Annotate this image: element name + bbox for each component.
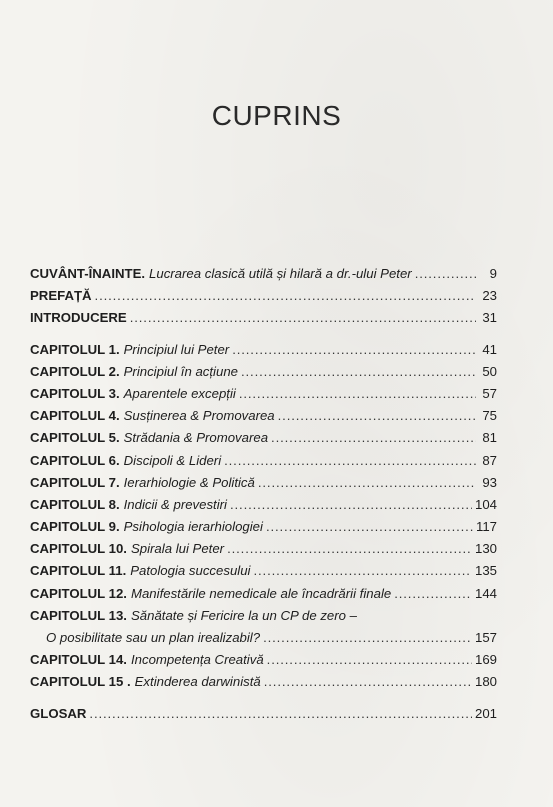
dot-leader <box>241 361 476 383</box>
dot-leader <box>227 538 472 560</box>
toc-entry <box>30 703 497 725</box>
entry-page-number: 23 <box>482 288 497 304</box>
entry-subtitle: Patologia succesului <box>130 563 251 579</box>
entry-label: CAPITOLUL 9. <box>30 519 120 535</box>
entry-subtitle: Spirala lui Peter <box>130 541 225 557</box>
entry-subtitle: Susținerea & Promovarea <box>123 408 275 424</box>
entry-subtitle: Discipoli & Lideri <box>123 452 222 468</box>
dot-leader <box>258 472 476 494</box>
toc-entry <box>30 605 497 627</box>
entry-page-number: 117 <box>475 519 497 535</box>
page-title: CUPRINS <box>211 100 342 131</box>
dot-leader <box>239 383 476 405</box>
dot-leader <box>232 339 476 361</box>
entry-label: INTRODUCERE <box>30 310 127 326</box>
toc-entry <box>30 427 497 449</box>
toc-entry <box>30 383 497 405</box>
dot-leader <box>130 307 476 329</box>
dot-leader <box>394 583 472 605</box>
entry-subtitle: Manifestările nemedicale ale încadrării finale <box>130 585 392 601</box>
entry-label: GLOSAR <box>30 705 87 721</box>
entry-page-number: 57 <box>482 385 497 401</box>
entry-page-number: 180 <box>474 674 497 690</box>
dot-leader <box>253 560 472 582</box>
entry-label: CAPITOLUL 2. <box>30 363 120 379</box>
toc-entry <box>30 450 497 472</box>
entry-page-number: 93 <box>482 474 497 490</box>
dot-leader <box>264 671 472 693</box>
dot-leader <box>278 405 476 427</box>
entry-subtitle: Lucrarea clasică utilă și hilară a dr.-ului Peter <box>149 266 412 281</box>
dot-leader <box>263 627 472 649</box>
toc-entry <box>30 361 497 383</box>
entry-page-number: 130 <box>474 541 497 557</box>
toc-entry <box>30 405 497 427</box>
entry-page-number: 81 <box>482 430 497 446</box>
entry-label: CAPITOLUL 11. <box>30 563 127 579</box>
toc-entry <box>30 583 497 605</box>
entry-label: CAPITOLUL 1. <box>30 341 120 357</box>
entry-subtitle: Aparentele excepții <box>123 385 236 401</box>
entry-page-number: 157 <box>474 630 497 645</box>
toc-entry <box>30 339 497 361</box>
dot-leader <box>230 494 472 516</box>
entry-page-number: 9 <box>489 266 497 281</box>
toc-entry <box>30 538 497 560</box>
entry-label: CAPITOLUL 3. <box>30 385 120 401</box>
entry-subtitle: Psihologia ierarhiologiei <box>123 519 263 535</box>
entry-subtitle: O posibilitate sau un plan irealizabil? <box>46 630 261 645</box>
entry-label: CAPITOLUL 6. <box>30 452 120 468</box>
entry-page-number: 201 <box>474 705 497 721</box>
entry-page-number: 104 <box>474 496 497 512</box>
entry-label: PREFAȚĂ <box>30 288 92 304</box>
entry-subtitle: Ierarhiologie & Politică <box>123 474 255 490</box>
entry-page-number: 31 <box>482 310 497 326</box>
entry-page-number: 75 <box>482 408 497 424</box>
toc-entry <box>30 671 497 693</box>
dot-leader <box>224 450 476 472</box>
entry-label: CAPITOLUL 5. <box>30 430 120 446</box>
entry-subtitle: Principiul în acțiune <box>123 363 238 379</box>
entry-subtitle: Indicii & prevestiri <box>123 496 227 512</box>
entry-page-number: 87 <box>482 452 497 468</box>
toc-entry <box>30 494 497 516</box>
entry-page-number: 135 <box>474 563 497 579</box>
entry-label: CAPITOLUL 14. <box>30 652 127 668</box>
dot-leader <box>89 703 472 725</box>
toc-entry <box>30 307 497 329</box>
table-of-contents <box>30 263 497 725</box>
dot-leader <box>271 427 476 449</box>
dot-leader <box>95 285 476 307</box>
entry-label: CAPITOLUL 8. <box>30 496 120 512</box>
entry-subtitle: Principiul lui Peter <box>123 341 230 357</box>
entry-label: CAPITOLUL 15 . <box>30 674 131 690</box>
entry-label: CAPITOLUL 12. <box>30 585 127 601</box>
toc-entry <box>30 285 497 307</box>
entry-page-number: 144 <box>474 585 497 601</box>
entry-page-number: 50 <box>482 363 497 379</box>
section-gap <box>30 694 497 703</box>
entry-label: CAPITOLUL 10. <box>30 541 127 557</box>
entry-subtitle: Strădania & Promovarea <box>123 430 269 446</box>
toc-entry <box>30 472 497 494</box>
toc-entry <box>30 516 497 538</box>
entry-label: CAPITOLUL 7. <box>30 474 120 490</box>
entry-subtitle: Sănătate și Fericire la un CP de zero – <box>130 607 357 623</box>
entry-label: CAPITOLUL 4. <box>30 408 120 424</box>
dot-leader <box>267 649 472 671</box>
toc-entry <box>30 649 497 671</box>
entry-page-number: 169 <box>474 652 497 668</box>
entry-page-number: 41 <box>482 341 497 357</box>
entry-label: CAPITOLUL 13. <box>30 607 127 623</box>
dot-leader <box>266 516 473 538</box>
entry-subtitle: Incompetența Creativă <box>130 652 264 668</box>
toc-entry <box>30 560 497 582</box>
dot-leader <box>415 263 476 285</box>
toc-entry <box>30 263 497 285</box>
entry-label: CUVÂNT-ÎNAINTE. <box>30 266 146 281</box>
toc-entry-continuation <box>30 627 497 649</box>
entry-subtitle: Extinderea darwinistă <box>134 674 261 690</box>
section-gap <box>30 330 497 339</box>
